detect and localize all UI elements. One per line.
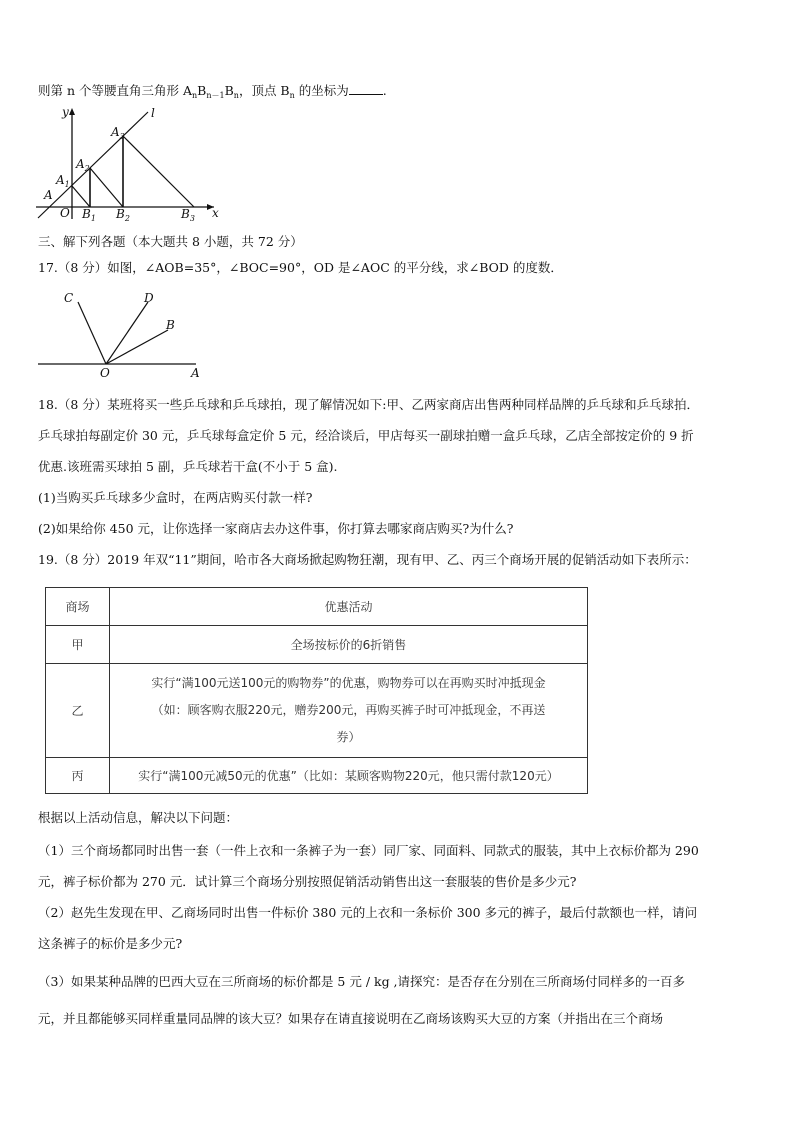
q19-p1-line2: 元，裤子标价都为 270 元．试计算三个商场分别按照促销活动销售出这一套服装的售价是多少元? (38, 874, 577, 889)
fig16-label-A2: $A_2$ (76, 157, 90, 173)
fig16-label-y: y (62, 105, 69, 119)
table-cell-offer: 全场按标价的6折销售 (110, 626, 588, 664)
fig16-label-O: O (60, 206, 70, 220)
fig17-label-C: C (64, 291, 74, 305)
q18-line2: 乒乓球拍每副定价 30 元，乒乓球每盒定价 5 元，经洽谈后，甲店每买一副球拍赠一盒乒乓球，乙店全部按定价的 9 折 (38, 428, 694, 443)
fig16-label-x: x (212, 206, 219, 220)
table-row (46, 758, 588, 794)
q18-line1: 18.（8 分）某班将买一些乒乓球和乒乓球拍，现了解情况如下:甲、乙两家商店出售两种同样品牌的乒乓球和乒乓球拍． (38, 397, 700, 412)
fig17-label-D: D (144, 291, 154, 305)
q16-tail-line: 则第 n 个等腰直角三角形 $A_nB_{n-1}B_n$，顶点 $B_n$ 的坐标为 . (38, 83, 387, 100)
q18-part1: (1)当购买乒乓球多少盒时，在两店购买付款一样? (38, 490, 313, 505)
table-header-row (46, 588, 588, 626)
fig17-label-A: A (191, 366, 200, 380)
q19-intro: 19.（8 分）2019 年双“11”期间，哈市各大商场掀起购物狂潮，现有甲、乙、丙三个商场开展的促销活动如下表所示： (38, 552, 697, 567)
figure-q16 (36, 104, 236, 224)
q19-p2-line2: 这条裤子的标价是多少元? (38, 936, 183, 951)
q19-p1-line1: （1）三个商场都同时出售一套（一件上衣和一条裤子为一套）同厂家、同面料、同款式的服装，其中上衣标价都为 290 (38, 843, 699, 858)
q17-text: 17.（8 分）如图，∠AOB=35°，∠BOC=90°，OD 是∠AOC 的平分线，求∠BOD 的度数． (38, 260, 563, 275)
table-cell-offer: 实行“满100元减50元的优惠”（比如：某顾客购物220元，他只需付款120元） (110, 758, 588, 794)
fig17-label-O: O (100, 366, 110, 380)
figure-q17 (36, 288, 216, 380)
fig16-label-l: l (151, 106, 155, 120)
offer-line: （如：顾客购衣服220元，赠券200元，再购买裤子时可冲抵现金，不再送 (151, 703, 546, 717)
fig16-label-A: A (44, 188, 53, 202)
q19-p3-line2: 元，并且都能够买同样重量同品牌的该大豆？如果存在请直接说明在乙商场该购买大豆的方案（并指出在三个商场 (38, 1011, 664, 1026)
q19-p2-line1: （2）赵先生发现在甲、乙商场同时出售一件标价 380 元的上衣和一条标价 300 多元的裤子，最后付款额也一样，请问 (38, 905, 698, 920)
table-cell-store: 丙 (46, 758, 110, 794)
table-header-cell: 商场 (46, 588, 110, 626)
fig16-label-B3: $B_3$ (181, 207, 195, 223)
fig16-label-B1: $B_1$ (82, 207, 96, 223)
fig16-label-B2: $B_2$ (116, 207, 130, 223)
offer-line: 券） (336, 730, 361, 744)
q18-line3: 优惠.该班需买球拍 5 副，乒乓球若干盒(不小于 5 盒). (38, 459, 338, 474)
table-cell-offer (110, 664, 588, 758)
offer-line: 实行“满100元送100元的购物券”的优惠，购物券可以在再购买时冲抵现金 (151, 676, 546, 690)
q19-p3-line1: （3）如果某种品牌的巴西大豆在三所商场的标价都是 5 元 / kg ,请探究：是否存在分别在三所商场付同样多的一百多 (38, 974, 686, 989)
q18-part2: (2)如果给你 450 元，让你选择一家商店去办这件事，你打算去哪家商店购买?为什么? (38, 521, 514, 536)
table-row (46, 626, 588, 664)
q19-after: 根据以上活动信息，解决以下问题： (38, 810, 239, 825)
table-header-cell: 优惠活动 (110, 588, 588, 626)
fig16-label-A3: $A_3$ (111, 125, 125, 141)
promotion-table (45, 587, 588, 794)
table-row (46, 664, 588, 758)
section-heading: 三、解下列各题（本大题共 8 小题，共 72 分） (38, 234, 303, 249)
table-cell-store: 甲 (46, 626, 110, 664)
fig17-label-B: B (166, 318, 175, 332)
fig16-label-A1: $A_1$ (56, 173, 70, 189)
table-cell-store: 乙 (46, 664, 110, 758)
answer-blank (349, 82, 383, 95)
